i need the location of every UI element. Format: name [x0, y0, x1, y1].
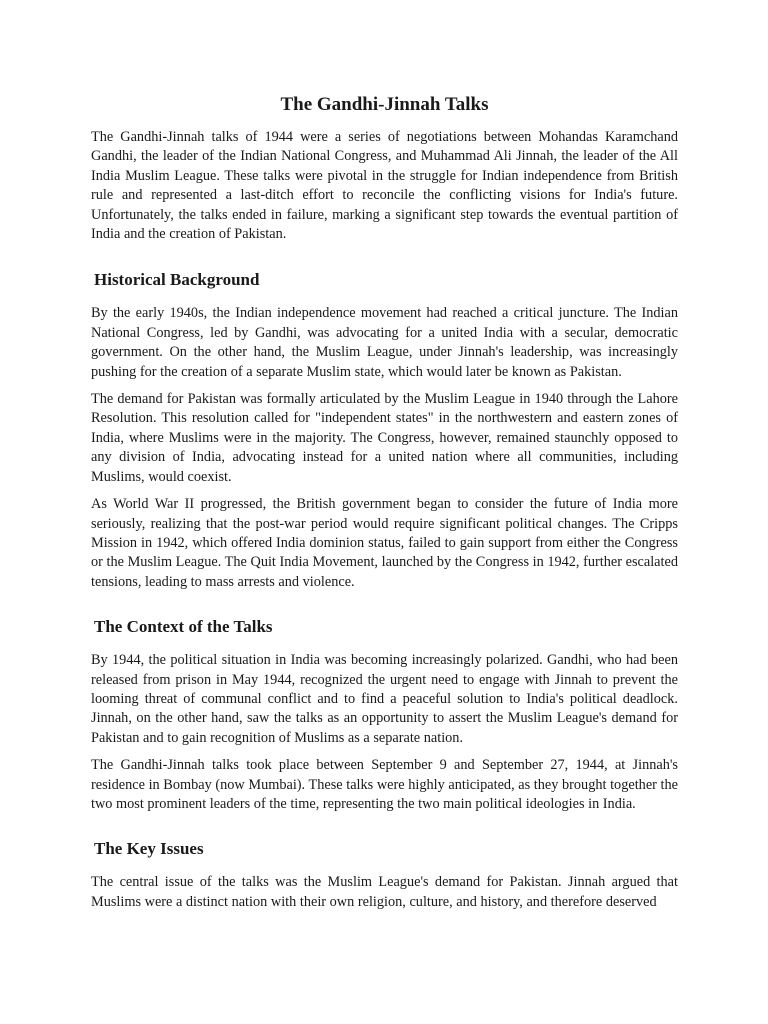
paragraph: As World War II progressed, the British government began to consider the future of India more seriously, realizing that the post-war period would require significant political changes. The Cripps Mission in 1942, which offered India dominion status, failed to gain support from either the Congress or the Muslim League. The Quit India Movement, launched by the Congress in 1942, further escalated tensions, leading to mass arrests and violence.: [91, 496, 678, 590]
page-title: The Gandhi-Jinnah Talks: [280, 94, 489, 115]
section-heading-historical-background: Historical Background: [94, 270, 260, 290]
section-heading-key-issues: The Key Issues: [94, 839, 204, 859]
document-page: [91, 92, 678, 920]
paragraph: By the early 1940s, the Indian independence movement had reached a critical juncture. The Indian National Congress, led by Gandhi, was advocating for a united India with a secular, democratic government. On the other hand, the Muslim League, under Jinnah's leadership, was increasingly pushing for the creation of a separate Muslim state, which would later be known as Pakistan.: [91, 305, 678, 380]
section-heading-context: The Context of the Talks: [94, 617, 273, 637]
intro-paragraph: The Gandhi-Jinnah talks of 1944 were a series of negotiations between Mohandas Karamchand Gandhi, the leader of the Indian National Congress, and Muhammad Ali Jinnah, the leader of the All India Muslim League. These talks were pivotal in the struggle for Indian independence from British rule and represented a last-ditch effort to reconcile the conflicting visions for India's future. Unfortunately, the talks ended in failure, marking a significant step towards the eventual partition of India and the creation of Pakistan.: [91, 129, 678, 243]
paragraph: The demand for Pakistan was formally articulated by the Muslim League in 1940 through the Lahore Resolution. This resolution called for "independent states" in the northwestern and eastern zones of India, where Muslims were in the majority. The Congress, however, remained staunchly opposed to any division of India, advocating instead for a united nation where all communities, including Muslims, would coexist.: [91, 391, 678, 485]
paragraph: By 1944, the political situation in India was becoming increasingly polarized. Gandhi, who had been released from prison in May 1944, recognized the urgent need to engage with Jinnah to prevent the looming threat of communal conflict and to find a peaceful solution to India's political deadlock. Jinnah, on the other hand, saw the talks as an opportunity to assert the Muslim League's demand for Pakistan and to gain recognition of Muslims as a separate nation.: [91, 652, 678, 746]
paragraph: The Gandhi-Jinnah talks took place between September 9 and September 27, 1944, at Jinnah's residence in Bombay (now Mumbai). These talks were highly anticipated, as they brought together the two most prominent leaders of the time, representing the two main political ideologies in India.: [91, 757, 678, 812]
paragraph: The central issue of the talks was the Muslim League's demand for Pakistan. Jinnah argued that Muslims were a distinct nation with their own religion, culture, and history, and therefore deserved: [91, 874, 678, 910]
